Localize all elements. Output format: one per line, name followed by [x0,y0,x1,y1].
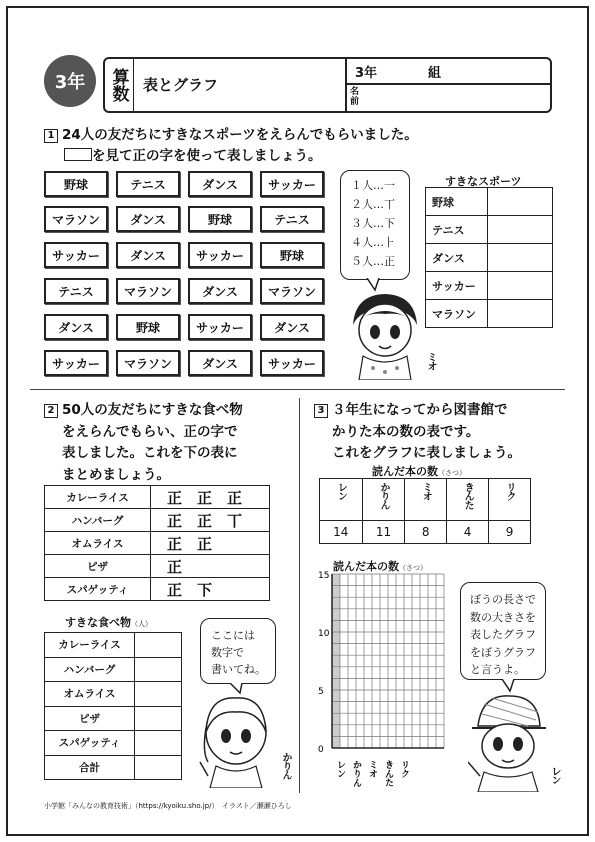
sport-card: ダンス [116,242,180,268]
sports-table-title: すきなスポーツ [445,175,522,188]
q3-line: かりた本の数の表です。 [332,423,480,440]
food-name: スパゲッティ [45,578,151,601]
sport-card: ダンス [260,314,324,340]
sport-card: マラソン [260,278,324,304]
bubble-line: 書いてね。 [211,663,266,676]
section-separator [30,389,565,390]
tally-guide-line: １人…一 [351,179,395,192]
food-tally: 正 [151,555,270,578]
food-count-table [44,632,182,780]
food-tally-row [45,486,270,509]
sport-card: ダンス [44,314,108,340]
sport-tally-cell[interactable] [488,244,553,272]
bubble-line: 表したグラフ [470,628,536,641]
mio-name: ミオ [425,352,436,370]
graph-shaded-column [332,574,340,748]
sport-card: サッカー [260,171,324,197]
sport-card: マラソン [116,350,180,376]
bubble-line: と言うよ。 [470,663,525,676]
food-tally: 正 正 [151,532,270,555]
book-name-cell [447,479,489,521]
sport-card: テニス [116,171,180,197]
q3-line: ３年生になってから図書館で [332,402,508,418]
sport-card: ダンス [116,206,180,232]
reader-name: レン [335,482,347,500]
reader-name: きんた [462,482,474,509]
book-count: 14 [320,521,363,544]
sport-card: ダンス [188,171,252,197]
q3-number: 3 [314,404,328,418]
sport-card: 野球 [260,242,324,268]
sport-card: 野球 [44,171,108,197]
sport-name: テニス [426,216,488,244]
food-count-row [45,657,182,682]
grade-badge [44,55,96,107]
tally-guide-line: ４人…⺊ [351,236,395,249]
sports-row [426,300,553,328]
subject-text: 算数 [108,68,129,102]
food-count-name: スパゲッティ [45,731,135,756]
food-count-row [45,755,182,780]
graph-title-text: 読んだ本の数 [333,560,399,573]
food-count-cell[interactable] [135,633,182,658]
food-count-name: オムライス [45,682,135,707]
sport-card: 野球 [188,206,252,232]
x-tick-label: きんた [383,760,393,787]
sports-row [426,244,553,272]
book-name-cell [489,479,531,521]
food-tally: 正 下 [151,578,270,601]
x-tick-label: リク [399,760,409,778]
q2-line: をえらんでもらい、正の字で [62,423,238,440]
sport-card: サッカー [188,242,252,268]
bubble-tail-icon [500,679,520,693]
class-label: 3年 [355,66,378,81]
food-table-title [65,614,152,630]
books-table-unit: （さつ） [438,469,466,477]
y-tick-label: 5 [318,687,324,697]
sport-tally-cell[interactable] [488,272,553,300]
food-name: カレーライス [45,486,151,509]
karin-name: かりん [280,752,291,779]
sports-row [426,272,553,300]
karin-character-icon [198,692,276,788]
y-tick-label: 0 [318,745,324,755]
x-tick-label: かりん [351,760,361,787]
sport-card: サッカー [44,242,108,268]
y-tick-label: 15 [318,571,330,581]
sports-row [426,216,553,244]
x-tick-label: レン [335,760,345,778]
book-count: 8 [405,521,447,544]
q2-line: 50人の友だちにすきな食べ物 [62,402,243,418]
footer-credit: 小学館「みんなの教育技術」（https://kyoiku.sho.jp/） イラスト／瀬瀬ひろし [44,802,292,810]
food-count-name: ハンバーグ [45,657,135,682]
sport-card: テニス [44,278,108,304]
food-table-title-text: すきな食べ物 [65,616,131,629]
bubble-line: ここには [211,629,255,642]
worksheet-title: 表とグラフ [143,76,219,94]
q2-text [44,400,243,486]
book-count: 9 [489,521,531,544]
sport-card: サッカー [44,350,108,376]
tally-guide-bubble [340,170,410,280]
bubble-line: ぼうの長さで [470,593,536,606]
q2-number: 2 [44,404,58,418]
books-table-title-text: 読んだ本の数 [372,465,438,478]
sports-table [425,187,553,328]
tally-guide-line: ５人…正 [351,255,395,268]
sport-name: マラソン [426,300,488,328]
sport-name: サッカー [426,272,488,300]
book-name-cell [405,479,447,521]
q1-text [44,125,418,167]
food-name: ピザ [45,555,151,578]
sport-tally-cell[interactable] [488,188,553,216]
food-tally-row [45,578,270,601]
q1-number: 1 [44,129,58,143]
books-count-row [320,521,531,544]
food-tally: 正 正 丅 [151,509,270,532]
food-count-row [45,706,182,731]
blank-box-icon [64,148,92,161]
x-tick-label: ミオ [367,760,377,778]
graph-unit: （さつ） [399,564,427,572]
food-name: ハンバーグ [45,509,151,532]
sport-tally-cell[interactable] [488,300,553,328]
header-divider [345,57,347,113]
bubble-line: をぼうグラフ [470,645,536,659]
sport-card: ダンス [188,350,252,376]
food-count-cell[interactable] [135,755,182,780]
sport-tally-cell[interactable] [488,216,553,244]
tally-guide-line: ２人…丅 [351,198,395,211]
sport-name: 野球 [426,188,488,216]
sport-card: ダンス [188,278,252,304]
name-field[interactable] [365,88,545,108]
food-count-cell[interactable] [135,731,182,756]
q3-line: これをグラフに表しましょう。 [332,445,521,461]
food-count-cell[interactable] [135,706,182,731]
book-count: 4 [447,521,489,544]
food-tally-table [44,485,270,601]
food-name: オムライス [45,532,151,555]
q2-line: まとめましょう。 [62,466,170,483]
reader-name: リク [504,482,516,500]
ren-name: レン [549,766,560,784]
grade-text: 3年 [54,72,86,93]
books-table-title [372,463,466,479]
food-tally-row [45,532,270,555]
reader-name: ミオ [420,482,432,500]
book-name-cell [362,479,405,521]
sport-card: サッカー [260,350,324,376]
sport-card: サッカー [188,314,252,340]
bar-graph-grid[interactable] [300,568,450,798]
food-count-row [45,731,182,756]
bubble-line: 数の大きさを [470,610,536,624]
q2-line: 表しました。これを下の表に [62,445,238,461]
subject-label [103,57,134,113]
food-count-row [45,682,182,707]
sport-card: マラソン [44,206,108,232]
mio-character-icon [345,290,425,380]
food-tally: 正 正 正 [151,486,270,509]
food-count-cell[interactable] [135,682,182,707]
name-label: 名前 [350,87,360,107]
q1-line2: を見て正の字を使って表しましょう。 [92,148,322,164]
q1-line1: 24人の友だちにすきなスポーツをえらんでもらいました。 [62,127,418,143]
food-count-name: ピザ [45,706,135,731]
book-name-cell [320,479,363,521]
reader-name: かりん [377,482,389,509]
sport-card: テニス [260,206,324,232]
q3-hint-bubble [460,582,546,680]
q3-text [314,400,521,465]
food-count-name: カレーライス [45,633,135,658]
food-table-unit: （人） [131,620,152,628]
y-tick-label: 10 [318,629,330,639]
tally-guide-line: ３人…下 [351,217,395,230]
book-count: 11 [362,521,405,544]
bubble-line: 数字で [211,646,244,659]
food-count-name: 合計 [45,755,135,780]
books-name-row [320,479,531,521]
food-tally-row [45,509,270,532]
sport-card: 野球 [116,314,180,340]
food-count-cell[interactable] [135,657,182,682]
food-count-row [45,633,182,658]
header-line [345,83,552,85]
books-table [319,478,531,544]
food-tally-row [45,555,270,578]
sport-card: マラソン [116,278,180,304]
sports-row [426,188,553,216]
ren-character-icon [468,692,546,792]
sport-name: ダンス [426,244,488,272]
q2-hint-bubble [200,618,276,684]
kumi-label: 組 [428,66,442,81]
